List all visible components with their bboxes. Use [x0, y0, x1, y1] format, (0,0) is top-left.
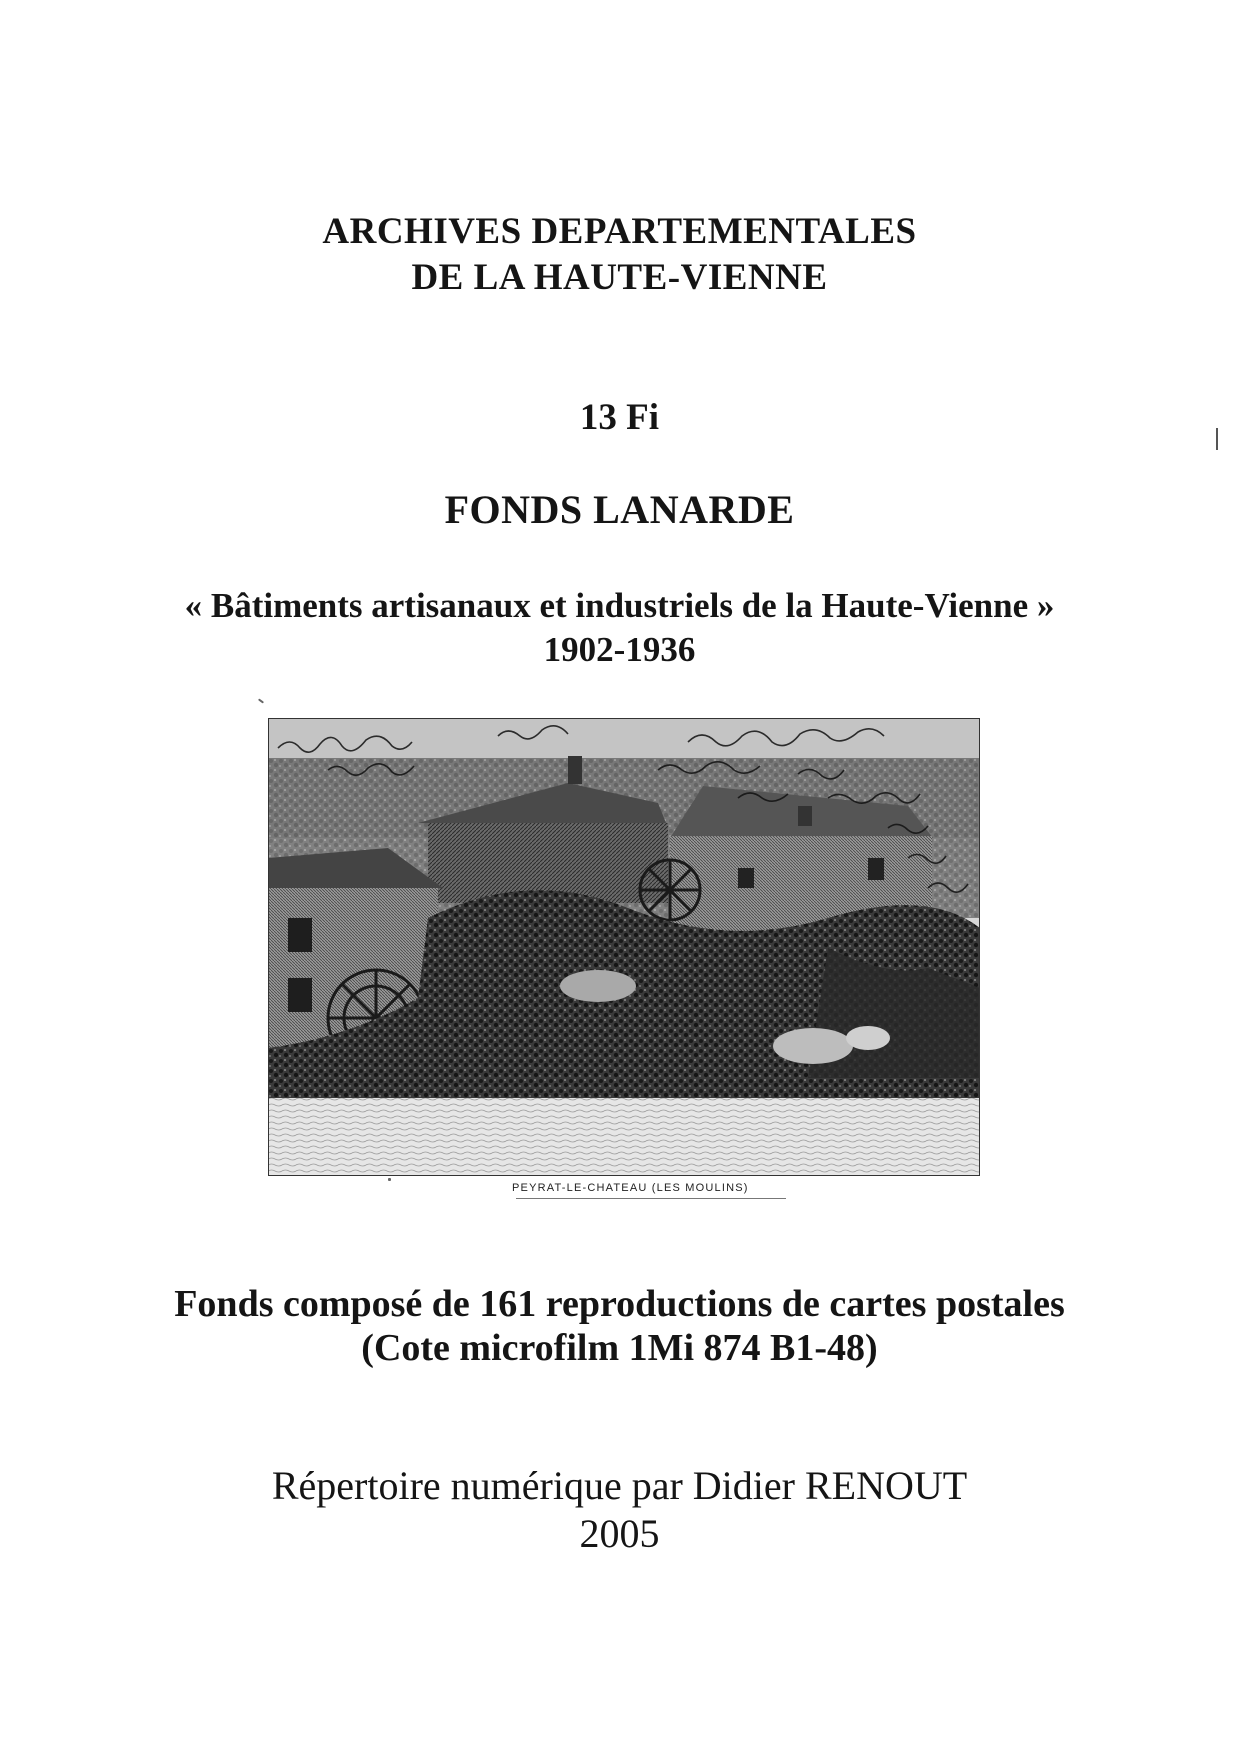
- fonds-title: FONDS LANARDE: [444, 487, 795, 532]
- fonds-cote: 13 Fi: [579, 397, 660, 438]
- author-line: Répertoire numérique par Didier RENOUT: [271, 1463, 968, 1508]
- description-line1: Fonds composé de 161 reproductions de cartes postales: [174, 1283, 1065, 1325]
- scan-mark: [1216, 428, 1218, 450]
- fonds-subtitle: « Bâtiments artisanaux et industriels de la Haute-Vienne »: [184, 586, 1055, 625]
- scan-speck: [258, 698, 264, 703]
- scan-speck: [388, 1178, 391, 1181]
- postcard-image: [268, 718, 980, 1176]
- author-year: 2005: [579, 1511, 660, 1556]
- fonds-dates: 1902-1936: [543, 630, 696, 669]
- archive-name-line2: DE LA HAUTE-VIENNE: [411, 257, 828, 298]
- caption-underline: [516, 1198, 786, 1199]
- postcard-caption: PEYRAT-LE-CHATEAU (LES MOULINS): [512, 1182, 749, 1194]
- description-line2: (Cote microfilm 1Mi 874 B1-48): [361, 1327, 878, 1369]
- archive-name-line1: ARCHIVES DEPARTEMENTALES: [322, 211, 917, 252]
